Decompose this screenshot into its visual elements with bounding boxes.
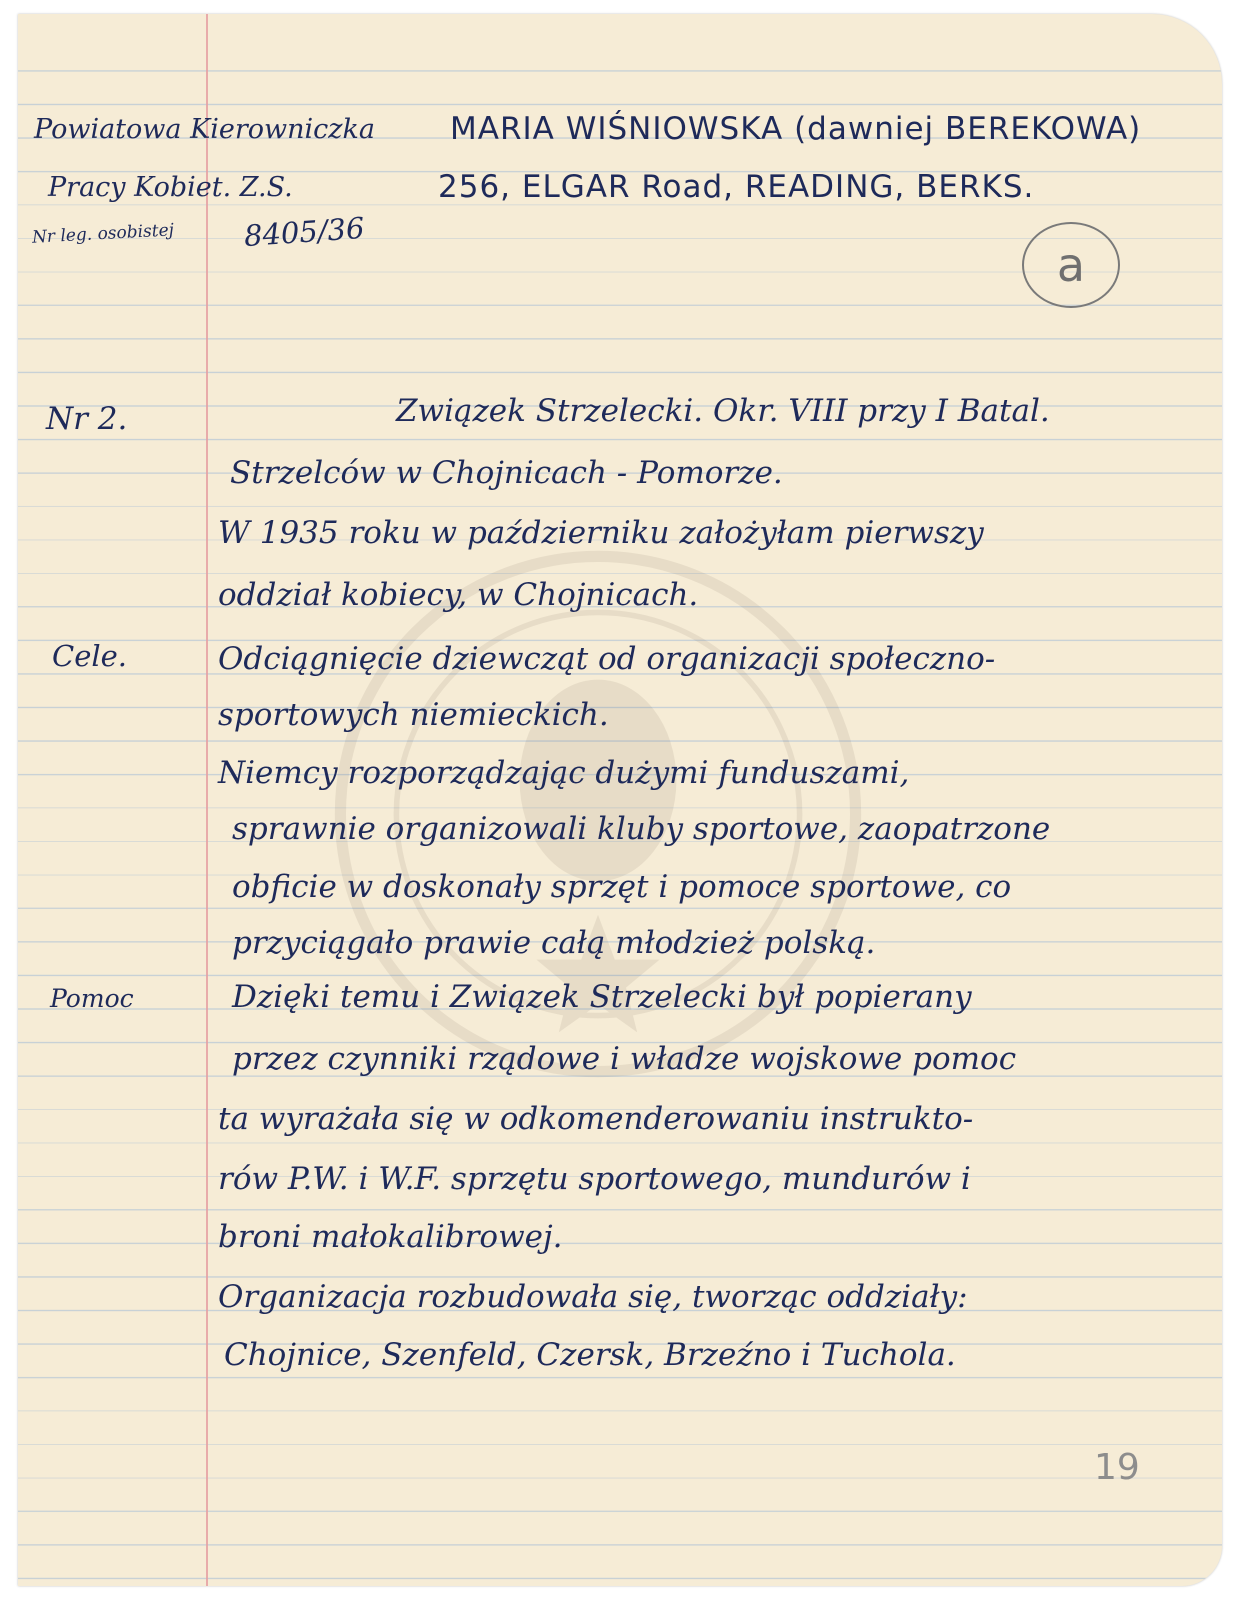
body-line: przyciągało prawie całą młodzież polską. <box>232 925 876 961</box>
position-title-line1: Powiatowa Kierowniczka <box>34 114 375 145</box>
position-title-line2: Pracy Kobiet. Z.S. <box>48 172 293 203</box>
body-line: broni małokalibrowej. <box>218 1219 563 1255</box>
body-line: rów P.W. i W.F. sprzętu sportowego, mundurów i <box>218 1161 971 1197</box>
body-line: Dzięki temu i Związek Strzelecki był popierany <box>232 979 972 1015</box>
body-line: ta wyrażała się w odkomenderowaniu instrukto- <box>218 1101 974 1137</box>
circled-letter: a <box>1056 238 1086 292</box>
section-number: Nr 2. <box>46 401 128 437</box>
id-label: Nr leg. osobistej <box>31 220 175 248</box>
body-line: sprawnie organizowali kluby sportowe, zaopatrzone <box>232 811 1051 847</box>
author-address: 256, ELGAR Road, READING, BERKS. <box>438 169 1035 205</box>
author-name: MARIA WIŚNIOWSKA (dawniej BEREKOWA) <box>450 111 1142 147</box>
body-line: Organizacja rozbudowała się, tworząc oddziały: <box>218 1279 968 1315</box>
body-line: Odciągnięcie dziewcząt od organizacji społeczno- <box>218 641 996 677</box>
intro-line1: W 1935 roku w październiku założyłam pierwszy <box>218 515 984 551</box>
id-number: 8405/36 <box>242 210 366 254</box>
body-line: obficie w doskonały sprzęt i pomoce sportowe, co <box>232 869 1012 905</box>
body-line: Niemcy rozporządzając dużymi funduszami, <box>218 755 910 791</box>
page-number: 19 <box>1094 1447 1140 1488</box>
intro-line2: oddział kobiecy, w Chojnicach. <box>218 577 699 613</box>
body-line: sportowych niemieckich. <box>218 697 609 733</box>
margin-label-cele: Cele. <box>52 639 128 673</box>
circled-letter-mark <box>1022 222 1120 308</box>
margin-label-pomoc: Pomoc <box>50 984 134 1013</box>
notebook-page <box>18 14 1222 1586</box>
section-title-line2: Strzelców w Chojnicach - Pomorze. <box>230 455 783 491</box>
margin-rule <box>206 14 208 1586</box>
section-title-line1: Związek Strzelecki. Okr. VIII przy I Batal. <box>396 393 1050 429</box>
body-line: przez czynniki rządowe i władze wojskowe pomoc <box>232 1041 1017 1077</box>
body-line: Chojnice, Szenfeld, Czersk, Brzeźno i Tuchola. <box>224 1337 956 1373</box>
